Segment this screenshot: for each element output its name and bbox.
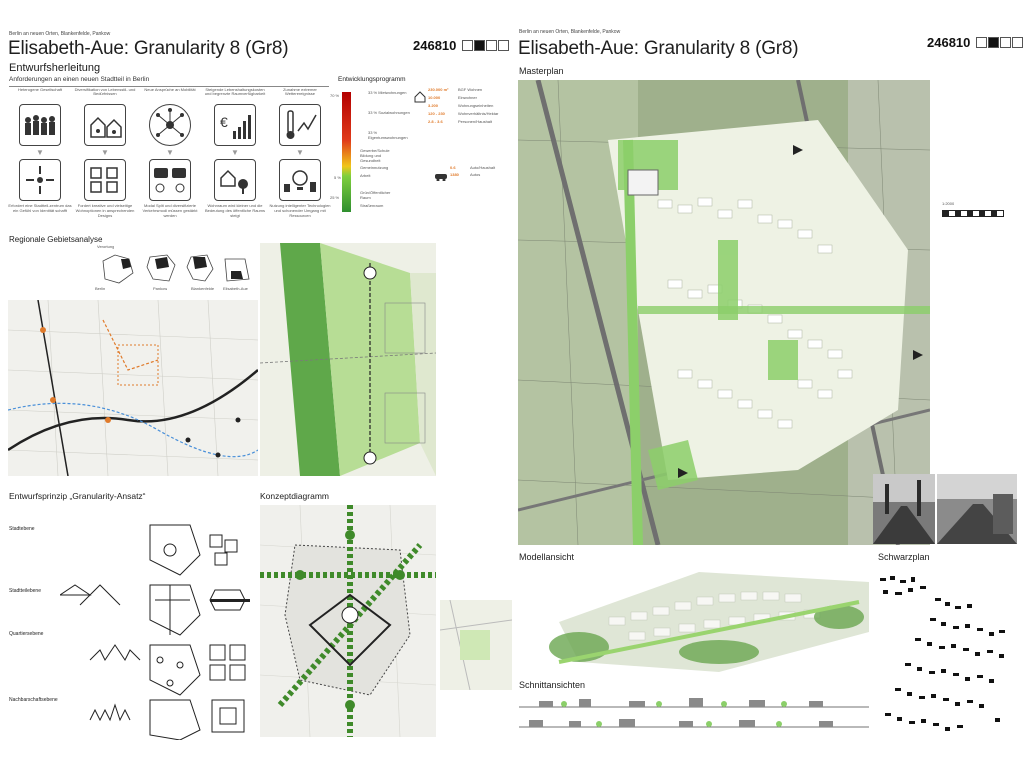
left-kicker: Berlin an neuen Orten, Blankenfelde, Pankow xyxy=(9,31,111,37)
regional-analysis-map xyxy=(8,300,258,476)
scale-label: 1:2000 xyxy=(942,202,955,206)
scale-bar xyxy=(942,210,1004,217)
requirements-grid xyxy=(8,88,334,224)
weather-icon xyxy=(279,104,321,146)
concept-text xyxy=(440,505,510,595)
schwarzplan-heading: Schwarzplan xyxy=(878,552,930,562)
box-3 xyxy=(1000,37,1011,48)
entwicklungsprogramm-panel: 70 % 5 % 25 % 33 % Mietwohnungen 33 % Sozialwohnungen 33 % Eigentumswohnungen Gewerbe/Schule Bildung und Gesundheit Gemeinnutzung Arbeit Grün/Öffentlicher Raum Straßenraum 230.000 m² 10.000 3.200 120 - 230 2.8 - 3.6 BGF Wohnen Einwohner Wohnungseinheiten Wohnverhältnis/Hektar Personen/Haushalt 0.6 1380 Auto/Haushalt Autos xyxy=(338,86,508,222)
left-number: 246810 xyxy=(413,38,457,53)
right-title: Elisabeth-Aue: Granularity 8 (Gr8) xyxy=(518,38,799,59)
model-view-image xyxy=(519,562,869,672)
box-2 xyxy=(988,37,999,48)
box-4 xyxy=(1012,37,1023,48)
entwurfsherleitung-subheading: Anforderungen an einen neuen Stadtteil in Berlin xyxy=(9,76,150,83)
car-icon xyxy=(434,168,448,186)
smart-technology-icon xyxy=(279,159,321,201)
entwurfsprinzip-heading: Entwurfsprinzip „Granularity-Ansatz“ xyxy=(9,491,146,501)
requirement-column: Steigende Lebenshaltungskosten und begrenzte Raumverfügbarkeit € ▼ Wohnraum wird kleiner und die Bedeutung des öffentliche Raums steigt xyxy=(204,88,266,218)
regionale-heading: Regionale Gebietsanalyse xyxy=(9,235,103,244)
center-arrows-icon xyxy=(19,159,61,201)
section-views xyxy=(519,695,869,740)
konzeptdiagramm-heading: Konzeptdiagramm xyxy=(260,491,329,501)
entwurfsherleitung-heading: Entwurfsherleitung xyxy=(9,62,101,74)
box-2 xyxy=(474,40,485,51)
box-3 xyxy=(486,40,497,51)
concept-diagram xyxy=(260,505,436,737)
right-number: 246810 xyxy=(927,35,971,50)
regionale-text xyxy=(9,247,89,293)
granularity-diagrams xyxy=(60,515,255,740)
requirement-column: Heterogene Gesellschaft ▼ Erfordert eine Stadtteil-zentrum das ein Gefühl von Identität schafft xyxy=(8,88,72,213)
schnittansichten-heading: Schnittansichten xyxy=(519,680,586,690)
masterplan-text xyxy=(932,80,1018,200)
figure-ground-plan xyxy=(875,568,1020,740)
left-progress-boxes xyxy=(462,40,509,51)
right-progress-boxes xyxy=(976,37,1023,48)
program-value-labels: BGF Wohnen Einwohner Wohnungseinheiten Wohnverhältnis/Hektar Personen/Haushalt xyxy=(458,88,499,124)
requirement-column: Diversifikation von Lebensstil- und Bedürfnissen ▼ Fordert kreative und vielseitige Wohnoptionen in ansprechenden Designs xyxy=(74,88,136,218)
program-bar xyxy=(342,92,351,212)
family-house-icon xyxy=(84,104,126,146)
creative-housing-icon xyxy=(84,159,126,201)
public-space-icon xyxy=(214,159,256,201)
rising-costs-icon xyxy=(214,104,256,146)
left-title: Elisabeth-Aue: Granularity 8 (Gr8) xyxy=(8,38,289,59)
box-1 xyxy=(976,37,987,48)
masterplan-image xyxy=(518,80,930,545)
masterplan-text-2 xyxy=(932,225,1018,465)
divider xyxy=(9,86,329,87)
requirement-column: Zunahme extremer Wetterereignisse ▼ Nutzung intelligenter Technologien und schonender Umgang mit Ressourcen xyxy=(269,88,331,218)
street-photo-1 xyxy=(873,474,935,544)
requirement-column: Neue Ansprüche an Mobilität ▼ Modal Split und diversifizierte Verkehrsmodi müssen gestärkt werden xyxy=(142,88,198,218)
network-icon xyxy=(149,104,191,146)
transport-modes-icon xyxy=(149,159,191,201)
level-quartiersebene: Quartiersebene xyxy=(9,631,44,637)
level-stadtebene: Stadtebene xyxy=(9,526,35,532)
entwicklungsprogramm-heading: Entwicklungsprogramm xyxy=(338,76,406,83)
location-maps: Verortung Berlin Pankow Blankenfelde Elisabeth-Aue xyxy=(95,245,248,291)
right-kicker: Berlin an neuen Orten, Blankenfelde, Pankow xyxy=(519,29,621,35)
green-space-map xyxy=(260,243,436,476)
concept-inset-map xyxy=(440,600,512,690)
box-1 xyxy=(462,40,473,51)
level-stadtteilebene: Stadtteilebene xyxy=(9,588,41,594)
svg-text:€: € xyxy=(220,114,228,130)
modellansicht-heading: Modellansicht xyxy=(519,552,575,562)
people-icon xyxy=(19,104,61,146)
green-space-text xyxy=(440,243,510,313)
box-4 xyxy=(498,40,509,51)
masterplan-heading: Masterplan xyxy=(519,66,564,76)
program-values: 230.000 m² 10.000 3.200 120 - 230 2.8 - 3.6 xyxy=(428,88,449,124)
house-icon xyxy=(414,90,426,108)
level-nachbarschaftsebene: Nachbarschaftsebene xyxy=(9,697,58,703)
street-photo-2 xyxy=(937,474,1017,544)
